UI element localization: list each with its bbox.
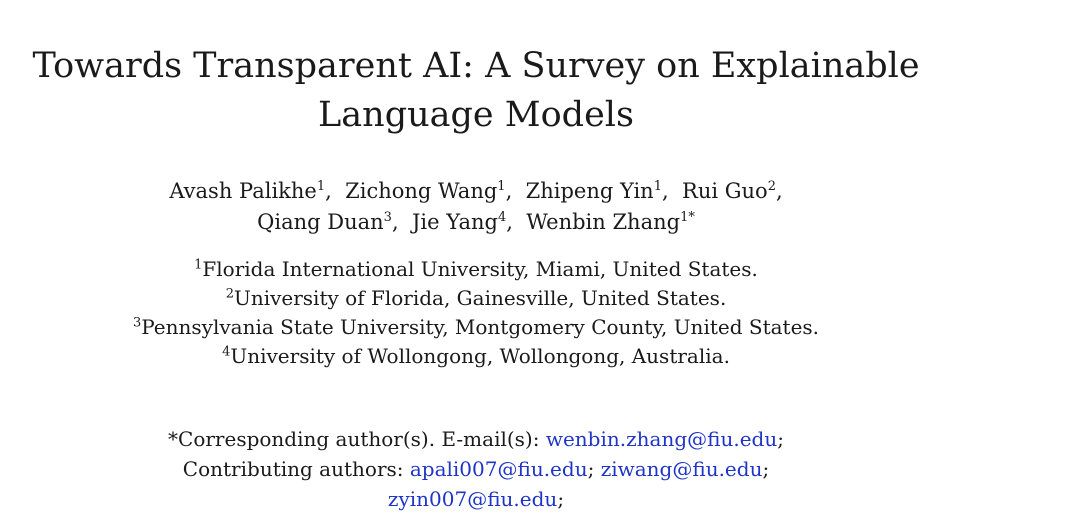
paper-title [0, 42, 952, 140]
author-name: Qiang Duan [257, 210, 384, 234]
affiliation-text: University of Wollongong, Wollongong, Australia. [230, 344, 730, 368]
email-separator: ; [762, 457, 770, 481]
author-affiliation-mark: 2 [767, 179, 776, 194]
affiliation-item [0, 342, 952, 371]
email-separator: ; [587, 457, 595, 481]
contributing-email-link[interactable]: ziwang@fiu.edu [600, 457, 763, 481]
author-name: Zhipeng Yin [525, 179, 654, 203]
author-name: Wenbin Zhang [526, 210, 681, 234]
affiliation-text: Florida International University, Miami, United States. [202, 257, 758, 281]
affiliation-list [0, 255, 952, 371]
title-line-1: Towards Transparent AI: A Survey on Explainable [32, 46, 920, 86]
title-line-2: Language Models [318, 95, 634, 135]
affiliation-item [0, 255, 952, 284]
author-affiliation-mark: 1 [316, 179, 326, 194]
corresponding-email-link[interactable]: wenbin.zhang@fiu.edu [545, 427, 778, 451]
contributing-email-link[interactable]: zyin007@fiu.edu [387, 487, 558, 511]
author-name: Jie Yang [411, 210, 498, 234]
author [257, 210, 392, 234]
affiliation-number: 2 [225, 286, 234, 302]
corresponding-author-line [0, 424, 952, 454]
affiliation-number: 4 [222, 344, 231, 360]
contact-block [0, 424, 952, 514]
author-name: Zichong Wang [345, 179, 498, 203]
author [412, 210, 506, 234]
author-list [0, 176, 952, 238]
affiliation-item [0, 313, 952, 342]
author-affiliation-mark: 1* [680, 210, 695, 225]
author-name: Rui Guo [682, 179, 768, 203]
author [345, 179, 505, 203]
affiliation-number: 1 [194, 257, 203, 273]
author-affiliation-mark: 4 [497, 210, 507, 225]
author-line-1: Avash Palikhe$^1$, Zichong Wang$^1$, Zhipeng Yin$^1$, Rui Guo$^2$, [169, 179, 783, 203]
contributing-label: Contributing authors: [182, 457, 410, 481]
contributing-authors-line-2 [0, 484, 952, 514]
contributing-email-link[interactable]: apali007@fiu.edu [409, 457, 588, 481]
author [526, 179, 662, 203]
email-separator: ; [777, 427, 784, 451]
affiliation-text: Pennsylvania State University, Montgomery County, United States. [141, 315, 820, 339]
author [526, 210, 695, 234]
contributing-authors-line [0, 454, 952, 484]
author-affiliation-mark: 3 [383, 210, 392, 225]
affiliation-number: 3 [132, 315, 142, 331]
author-line-2: Qiang Duan$^3$, Jie Yang$^4$, Wenbin Zhang$^{1*}$ [257, 210, 695, 234]
corresponding-label: *Corresponding author(s). E-mail(s): [168, 427, 546, 451]
author-affiliation-mark: 1 [653, 179, 662, 194]
author-name: Avash Palikhe [169, 179, 317, 203]
author [169, 179, 325, 203]
author-affiliation-mark: 1 [497, 179, 506, 194]
affiliation-text: University of Florida, Gainesville, United States. [233, 286, 727, 310]
author [682, 179, 776, 203]
affiliation-item [0, 284, 952, 313]
email-separator: ; [557, 487, 565, 511]
